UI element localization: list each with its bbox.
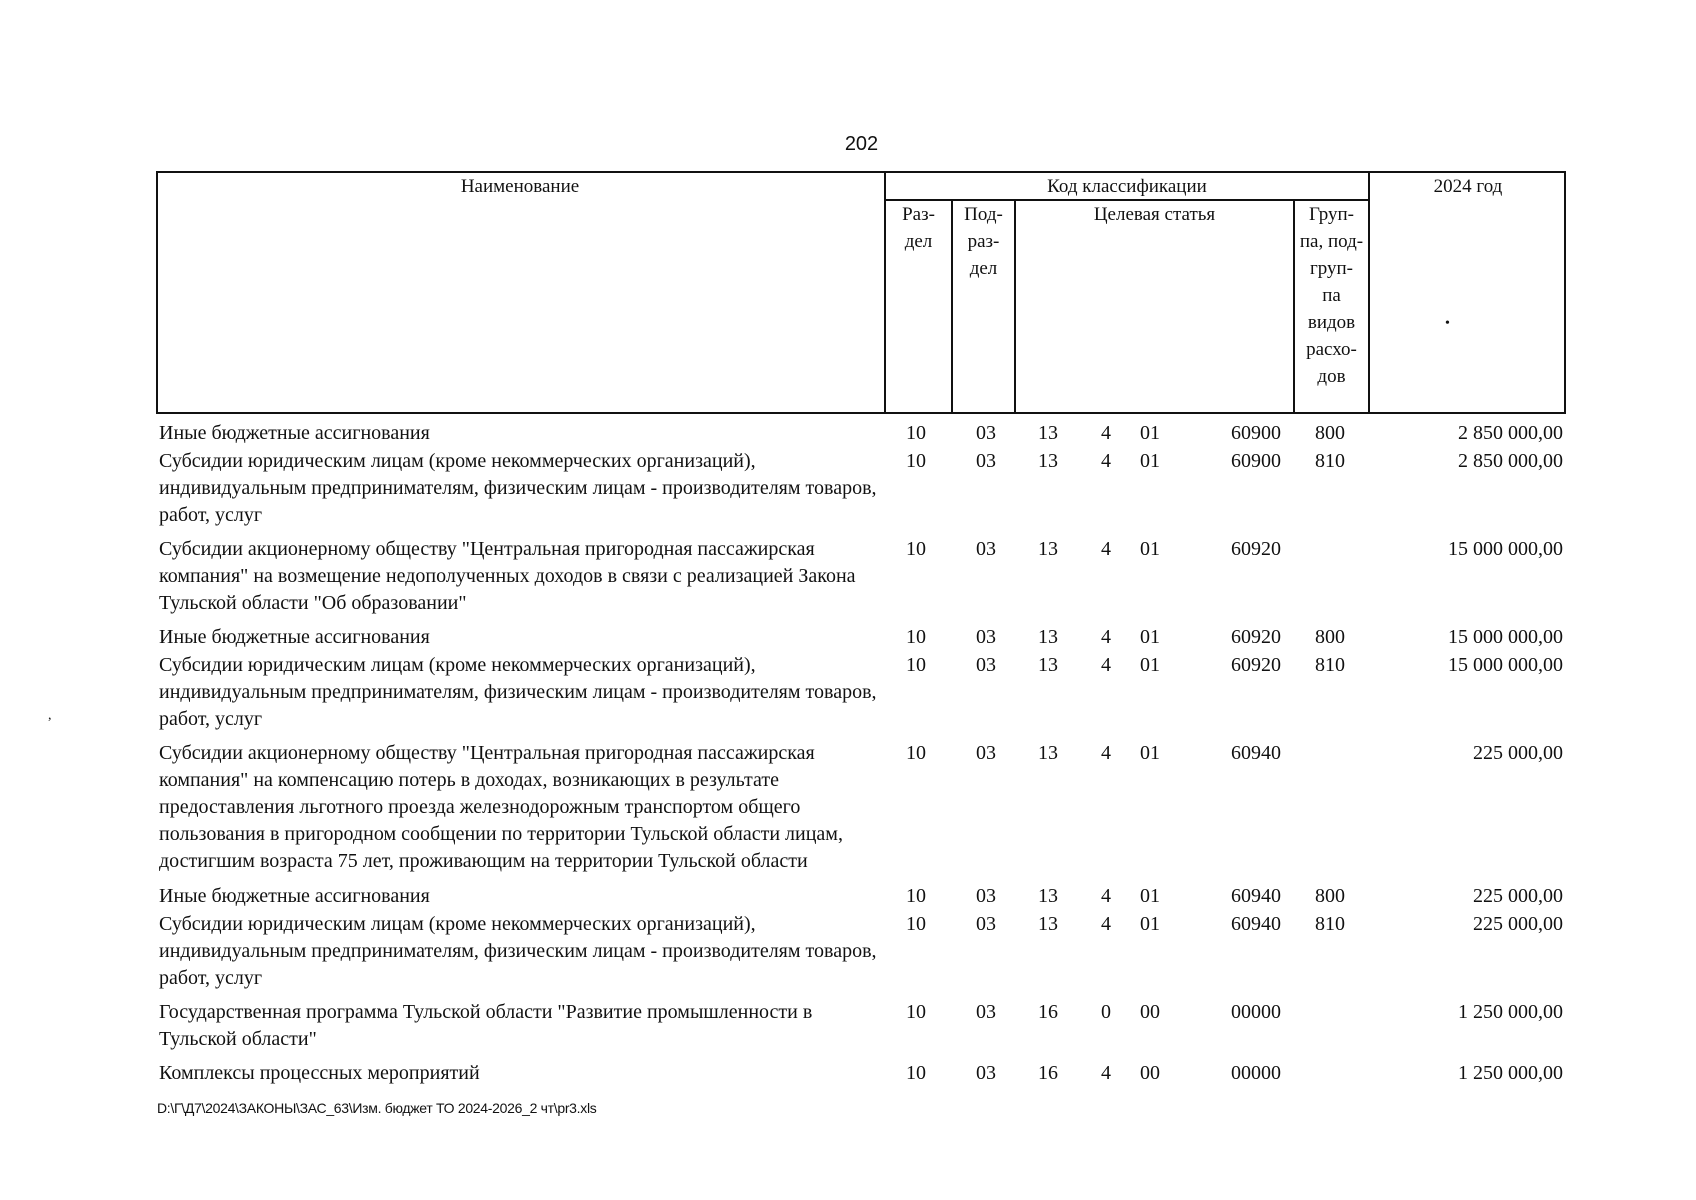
row-razdel: 10 xyxy=(906,422,926,444)
row-group: 810 xyxy=(1315,654,1345,676)
row-target-2: 4 xyxy=(1101,538,1111,560)
row-target-1: 13 xyxy=(1038,538,1058,560)
table-row xyxy=(156,740,1566,875)
header-group-line: дов xyxy=(1317,366,1346,387)
row-target-4: 60920 xyxy=(1231,538,1281,560)
header-group-line: расхо- xyxy=(1306,339,1357,360)
row-group: 810 xyxy=(1315,913,1345,935)
row-podrazdel: 03 xyxy=(976,450,996,472)
row-target-2: 4 xyxy=(1101,742,1111,764)
row-target-4: 60920 xyxy=(1231,626,1281,648)
row-sum: 15 000 000,00 xyxy=(1448,626,1563,648)
row-sum: 1 250 000,00 xyxy=(1458,1001,1563,1023)
row-name: Иные бюджетные ассигнования xyxy=(159,885,430,907)
row-target-3: 01 xyxy=(1140,538,1160,560)
row-sum: 2 850 000,00 xyxy=(1458,422,1563,444)
row-target-2: 4 xyxy=(1101,913,1111,935)
row-podrazdel: 03 xyxy=(976,654,996,676)
header-target: Целевая статья xyxy=(1093,204,1216,225)
row-sum: 225 000,00 xyxy=(1473,885,1563,907)
header-group-line: па xyxy=(1322,285,1341,306)
row-podrazdel: 03 xyxy=(976,626,996,648)
scan-mark: , xyxy=(48,708,52,723)
header-razdel-line: дел xyxy=(904,231,933,252)
header-year: 2024 год xyxy=(1433,176,1503,197)
row-target-1: 13 xyxy=(1038,885,1058,907)
header-podrazdel xyxy=(953,201,1014,282)
row-target-1: 13 xyxy=(1038,913,1058,935)
row-target-3: 01 xyxy=(1140,626,1160,648)
header-code: Код классификации xyxy=(1047,176,1207,197)
row-podrazdel: 03 xyxy=(976,1001,996,1023)
row-podrazdel: 03 xyxy=(976,885,996,907)
page-number: 202 xyxy=(844,133,879,155)
table-row xyxy=(156,624,1566,651)
row-target-3: 01 xyxy=(1140,450,1160,472)
table-row xyxy=(156,420,1566,447)
row-name: Субсидии акционерному обществу "Центральная пригородная пассажирская компания" на возмещение недополученных доходов в связи с реализацией Закона Тульской области "Об образовании" xyxy=(159,538,856,614)
row-sum: 15 000 000,00 xyxy=(1448,654,1563,676)
row-sum: 2 850 000,00 xyxy=(1458,450,1563,472)
row-target-2: 4 xyxy=(1101,450,1111,472)
row-target-3: 01 xyxy=(1140,885,1160,907)
row-name: Иные бюджетные ассигнования xyxy=(159,626,430,648)
row-name: Иные бюджетные ассигнования xyxy=(159,422,430,444)
row-name: Государственная программа Тульской области "Развитие промышленности в Тульской области" xyxy=(159,1001,813,1050)
row-target-2: 4 xyxy=(1101,885,1111,907)
row-sum: 15 000 000,00 xyxy=(1448,538,1563,560)
header-group-line: Груп- xyxy=(1308,204,1355,225)
row-target-4: 60940 xyxy=(1231,742,1281,764)
row-target-4: 60940 xyxy=(1231,885,1281,907)
row-target-4: 00000 xyxy=(1231,1062,1281,1084)
row-target-3: 01 xyxy=(1140,913,1160,935)
row-razdel: 10 xyxy=(906,654,926,676)
header-group xyxy=(1295,201,1368,390)
row-podrazdel: 03 xyxy=(976,742,996,764)
row-target-1: 16 xyxy=(1038,1001,1058,1023)
table-header xyxy=(156,171,1566,414)
row-name: Субсидии акционерному обществу "Центральная пригородная пассажирская компания" на компенсацию потерь в доходах, возникающих в результате предоставления льготного проезда железнодорожным транспортом общего пользования в пригородном сообщении по территории Тульской области лицам, достигшим возраста 75 лет, проживающим на территории Тульской области xyxy=(159,742,843,872)
row-target-3: 01 xyxy=(1140,742,1160,764)
table-row xyxy=(156,883,1566,910)
table-row xyxy=(156,536,1566,617)
row-group: 800 xyxy=(1315,885,1345,907)
divider xyxy=(1014,200,1016,414)
row-razdel: 10 xyxy=(906,1001,926,1023)
scan-mark: • xyxy=(1445,316,1450,331)
row-podrazdel: 03 xyxy=(976,538,996,560)
row-podrazdel: 03 xyxy=(976,422,996,444)
divider xyxy=(1368,171,1370,414)
row-name: Субсидии юридическим лицам (кроме некоммерческих организаций), индивидуальным предпринимателям, физическим лицам - производителям товаров, работ, услуг xyxy=(159,450,877,526)
row-target-3: 01 xyxy=(1140,422,1160,444)
row-target-1: 13 xyxy=(1038,626,1058,648)
header-name: Наименование xyxy=(460,176,580,197)
row-sum: 225 000,00 xyxy=(1473,742,1563,764)
table-row xyxy=(156,652,1566,733)
table-row xyxy=(156,448,1566,529)
row-target-1: 16 xyxy=(1038,1062,1058,1084)
table-row xyxy=(156,1060,1566,1087)
header-razdel-line: Раз- xyxy=(902,204,935,225)
row-sum: 225 000,00 xyxy=(1473,913,1563,935)
row-group: 800 xyxy=(1315,626,1345,648)
row-target-2: 4 xyxy=(1101,422,1111,444)
row-target-1: 13 xyxy=(1038,654,1058,676)
row-razdel: 10 xyxy=(906,913,926,935)
header-group-line: груп- xyxy=(1309,258,1354,279)
row-target-1: 13 xyxy=(1038,450,1058,472)
table-row xyxy=(156,911,1566,992)
row-target-3: 00 xyxy=(1140,1062,1160,1084)
row-name: Субсидии юридическим лицам (кроме некоммерческих организаций), индивидуальным предпринимателям, физическим лицам - производителям товаров, работ, услуг xyxy=(159,913,877,989)
row-name: Комплексы процессных мероприятий xyxy=(159,1062,480,1084)
row-razdel: 10 xyxy=(906,626,926,648)
row-name: Субсидии юридическим лицам (кроме некоммерческих организаций), индивидуальным предпринимателям, физическим лицам - производителям товаров, работ, услуг xyxy=(159,654,877,730)
row-razdel: 10 xyxy=(906,1062,926,1084)
file-path-footer: D:\Г\Д7\2024\ЗАКОНЫ\ЗАС_63\Изм. бюджет ТО 2024-2026_2 чт\pr3.xls xyxy=(157,1100,597,1116)
row-target-4: 60920 xyxy=(1231,654,1281,676)
row-target-1: 13 xyxy=(1038,422,1058,444)
row-podrazdel: 03 xyxy=(976,1062,996,1084)
row-target-4: 60900 xyxy=(1231,422,1281,444)
row-target-2: 4 xyxy=(1101,626,1111,648)
row-razdel: 10 xyxy=(906,885,926,907)
header-group-line: па, под- xyxy=(1299,231,1364,252)
row-podrazdel: 03 xyxy=(976,913,996,935)
row-razdel: 10 xyxy=(906,538,926,560)
row-group: 810 xyxy=(1315,450,1345,472)
header-group-line: видов xyxy=(1307,312,1356,333)
row-target-2: 4 xyxy=(1101,1062,1111,1084)
header-podrazdel-line: дел xyxy=(969,258,998,279)
row-target-4: 60900 xyxy=(1231,450,1281,472)
row-group: 800 xyxy=(1315,422,1345,444)
row-target-2: 4 xyxy=(1101,654,1111,676)
header-podrazdel-line: Под- xyxy=(964,204,1003,225)
row-target-1: 13 xyxy=(1038,742,1058,764)
table-body xyxy=(156,420,1566,1087)
row-sum: 1 250 000,00 xyxy=(1458,1062,1563,1084)
header-podrazdel-line: раз- xyxy=(967,231,1000,252)
row-target-3: 00 xyxy=(1140,1001,1160,1023)
row-razdel: 10 xyxy=(906,450,926,472)
row-target-2: 0 xyxy=(1101,1001,1111,1023)
table-row xyxy=(156,999,1566,1053)
row-target-3: 01 xyxy=(1140,654,1160,676)
row-razdel: 10 xyxy=(906,742,926,764)
row-target-4: 60940 xyxy=(1231,913,1281,935)
row-target-4: 00000 xyxy=(1231,1001,1281,1023)
header-razdel xyxy=(886,201,951,255)
